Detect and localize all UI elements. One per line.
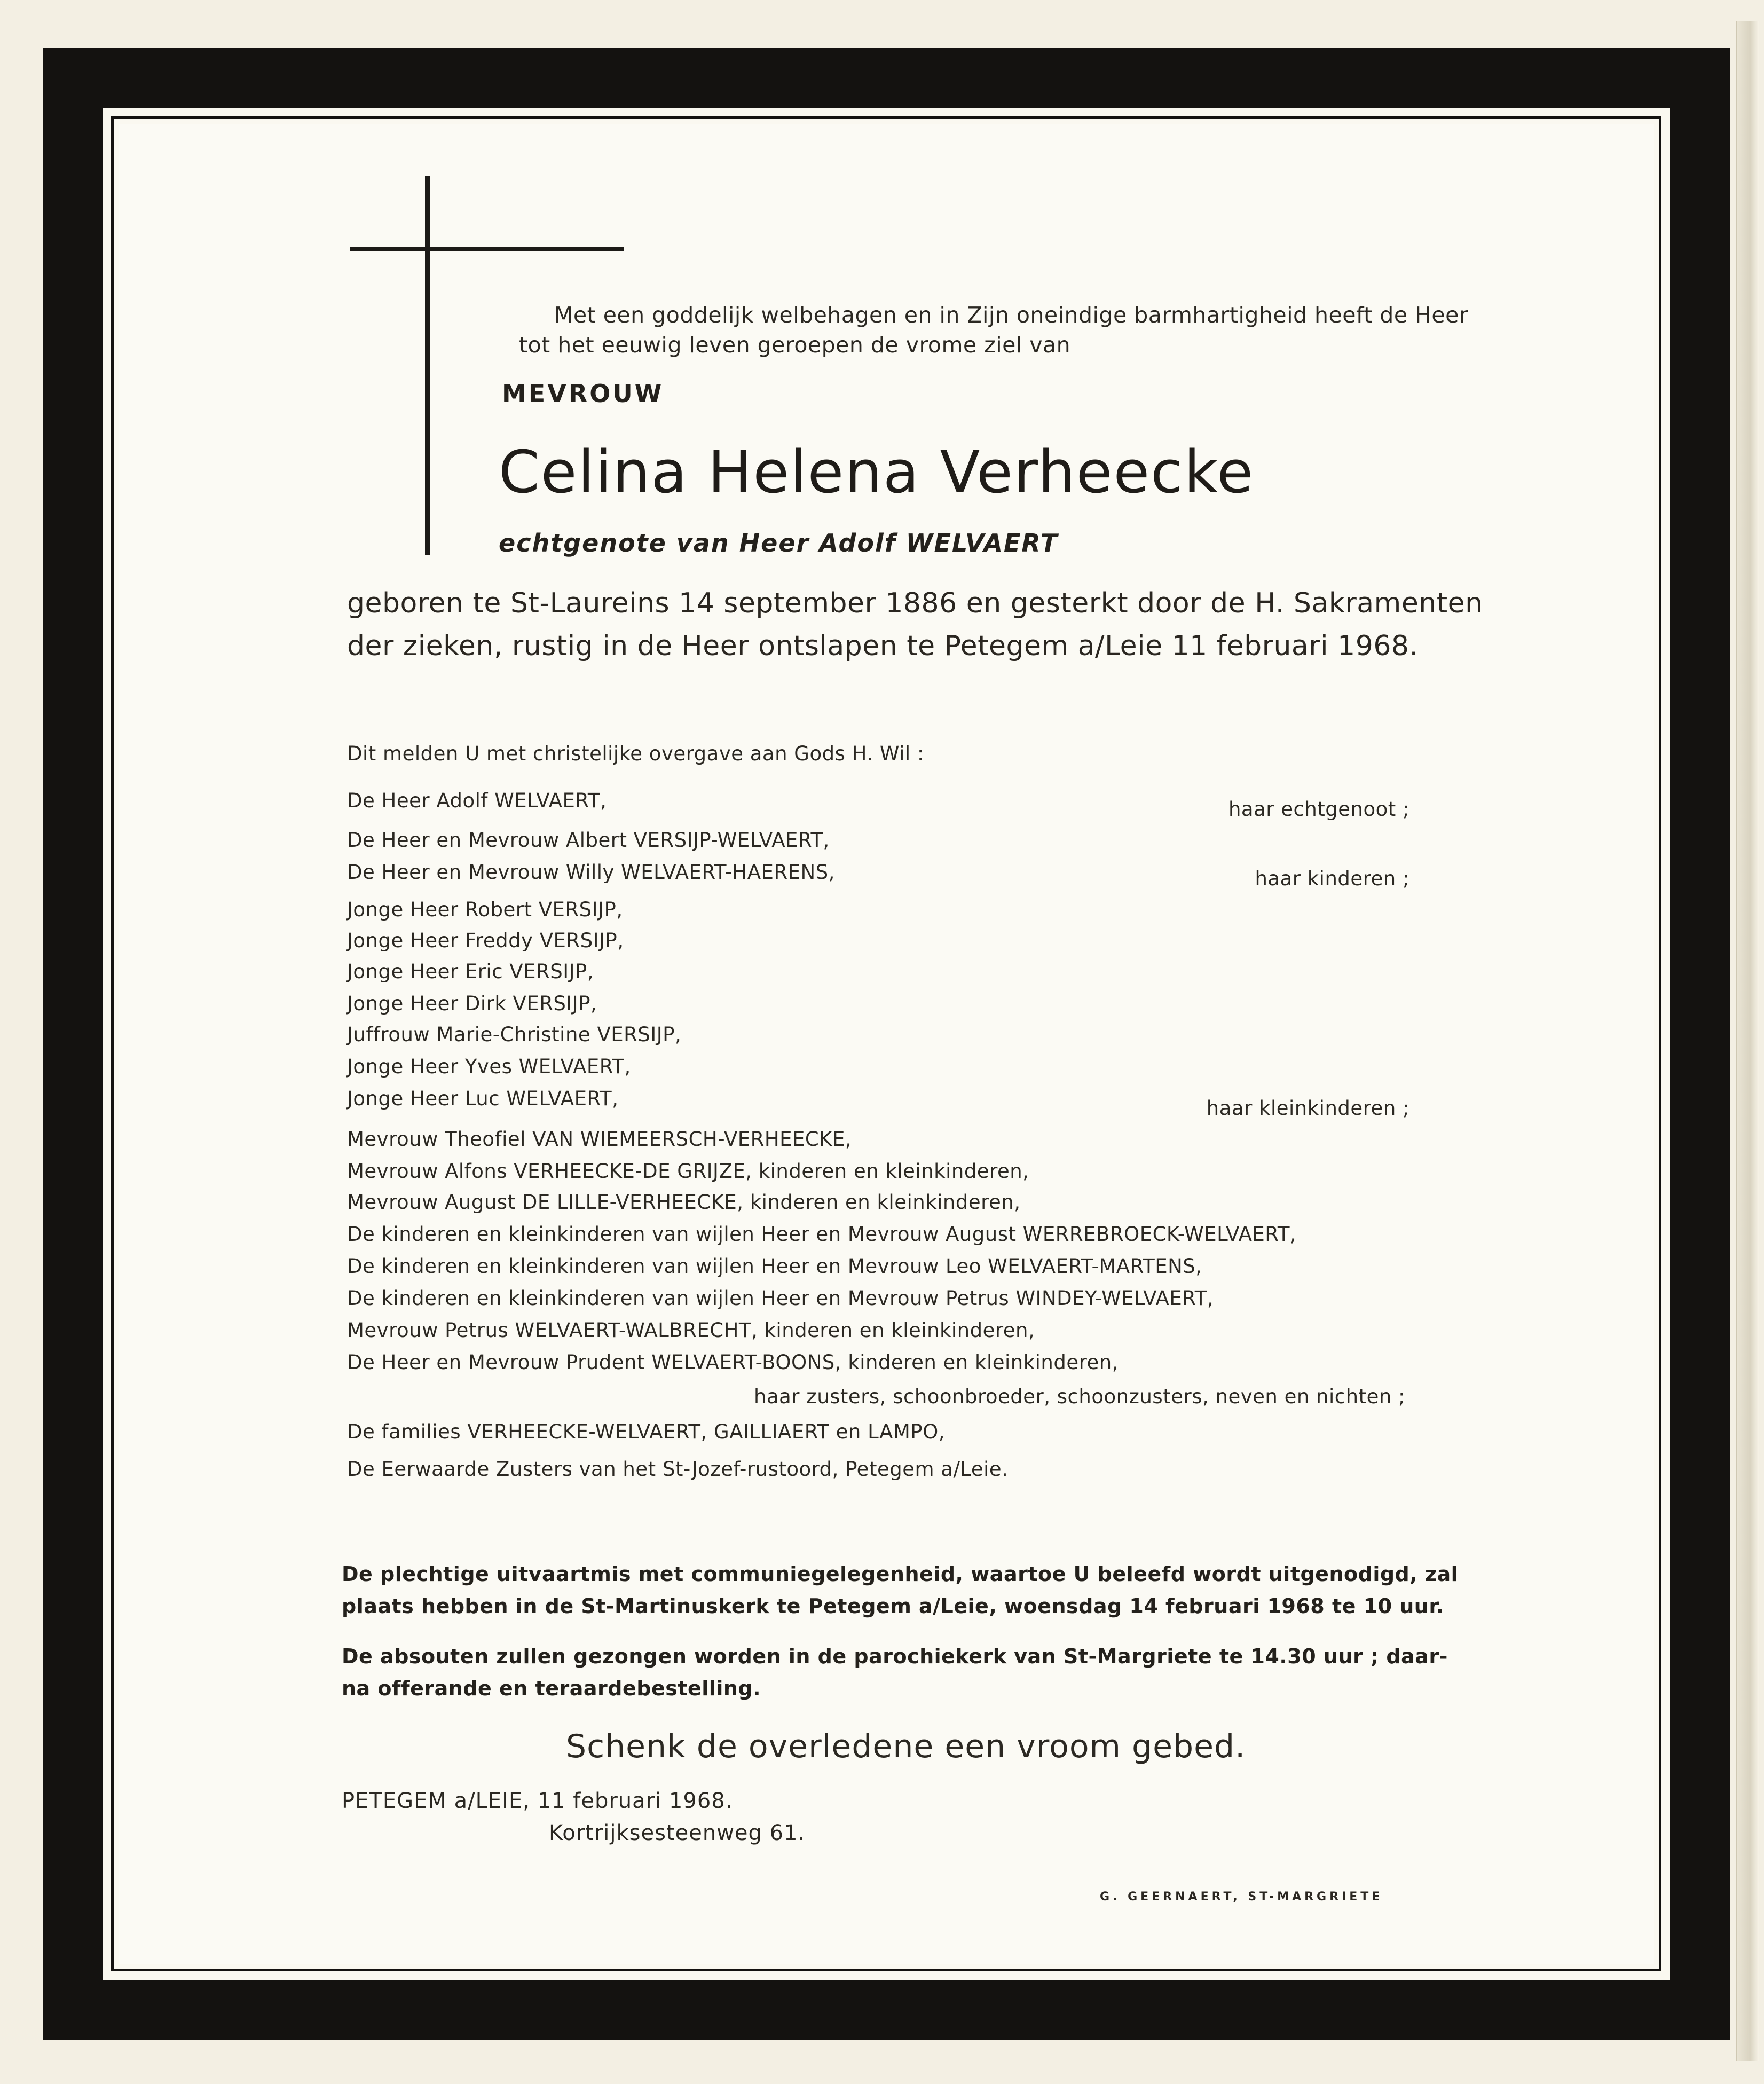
place-date: PETEGEM a/LEIE, 11 februari 1968. [342, 1789, 733, 1813]
family-line: Jonge Heer Luc WELVAERT, [347, 1087, 619, 1110]
family-line: De Heer en Mevrouw Albert VERSIJP-WELVAERT, [347, 829, 830, 852]
absolution-line-1: De absouten zullen gezongen worden in de parochiekerk van St-Margriete te 14.30 uur ; daar- [342, 1645, 1448, 1668]
family-line: Jonge Heer Robert VERSIJP, [347, 898, 623, 921]
family-line: Jonge Heer Yves WELVAERT, [347, 1055, 631, 1078]
announcement: Dit melden U met christelijke overgave aan Gods H. Wil : [347, 742, 924, 765]
relation-children: haar kinderen ; [1255, 867, 1409, 890]
spouse-line: echtgenote van Heer Adolf WELVAERT [499, 529, 1059, 557]
honorific: MEVROUW [502, 379, 664, 408]
address: Kortrijksesteenweg 61. [549, 1821, 806, 1845]
family-line: De kinderen en kleinkinderen van wijlen Heer en Mevrouw August WERREBROECK-WELVAERT, [347, 1223, 1297, 1246]
family-line: De families VERHEECKE-WELVAERT, GAILLIAERT en LAMPO, [347, 1420, 945, 1443]
prayer-request: Schenk de overledene een vroom gebed. [566, 1728, 1246, 1765]
family-line: Jonge Heer Dirk VERSIJP, [347, 992, 597, 1015]
family-line: Jonge Heer Eric VERSIJP, [347, 960, 594, 983]
cross-icon [425, 176, 430, 555]
family-line: Juffrouw Marie-Christine VERSIJP, [347, 1023, 682, 1046]
cross-icon-bar [350, 247, 624, 251]
death-line: der zieken, rustig in de Heer ontslapen te Petegem a/Leie 11 februari 1968. [347, 630, 1419, 662]
family-line: De Eerwaarde Zusters van het St-Jozef-rustoord, Petegem a/Leie. [347, 1458, 1009, 1481]
printer-credit: G. GEERNAERT, ST-MARGRIETE [1100, 1890, 1383, 1904]
paper-edge [1736, 21, 1759, 2061]
family-line: Mevrouw Alfons VERHEECKE-DE GRIJZE, kinderen en kleinkinderen, [347, 1160, 1029, 1183]
family-line: De kinderen en kleinkinderen van wijlen Heer en Mevrouw Petrus WINDEY-WELVAERT, [347, 1287, 1214, 1310]
absolution-line-2: na offerande en teraardebestelling. [342, 1677, 761, 1700]
relation-siblings: haar zusters, schoonbroeder, schoonzusters, neven en nichten ; [754, 1385, 1406, 1408]
family-line: Mevrouw August DE LILLE-VERHEECKE, kinderen en kleinkinderen, [347, 1191, 1021, 1214]
family-line: Mevrouw Theofiel VAN WIEMEERSCH-VERHEECKE, [347, 1128, 852, 1151]
relation-spouse: haar echtgenoot ; [1228, 798, 1409, 821]
family-line: De Heer en Mevrouw Prudent WELVAERT-BOONS, kinderen en kleinkinderen, [347, 1351, 1119, 1374]
family-line: De Heer Adolf WELVAERT, [347, 789, 607, 812]
family-line: De kinderen en kleinkinderen van wijlen Heer en Mevrouw Leo WELVAERT-MARTENS, [347, 1255, 1202, 1278]
birth-line: geboren te St-Laureins 14 september 1886 en gesterkt door de H. Sakramenten [347, 587, 1483, 619]
family-line: De Heer en Mevrouw Willy WELVAERT-HAERENS, [347, 861, 835, 884]
deceased-name: Celina Helena Verheecke [499, 438, 1255, 506]
family-line: Jonge Heer Freddy VERSIJP, [347, 929, 624, 952]
funeral-mass-line-2: plaats hebben in de St-Martinuskerk te Petegem a/Leie, woensdag 14 februari 1968 te 10 uur. [342, 1594, 1445, 1618]
family-line: Mevrouw Petrus WELVAERT-WALBRECHT, kinderen en kleinkinderen, [347, 1319, 1035, 1342]
relation-grandchildren: haar kleinkinderen ; [1206, 1097, 1409, 1120]
funeral-mass-line-1: De plechtige uitvaartmis met communiegelegenheid, waartoe U beleefd wordt uitgenodigd, zal [342, 1562, 1459, 1586]
intro-line-2: tot het eeuwig leven geroepen de vrome ziel van [519, 332, 1071, 358]
intro-line-1: Met een goddelijk welbehagen en in Zijn oneindige barmhartigheid heeft de Heer [554, 302, 1469, 328]
